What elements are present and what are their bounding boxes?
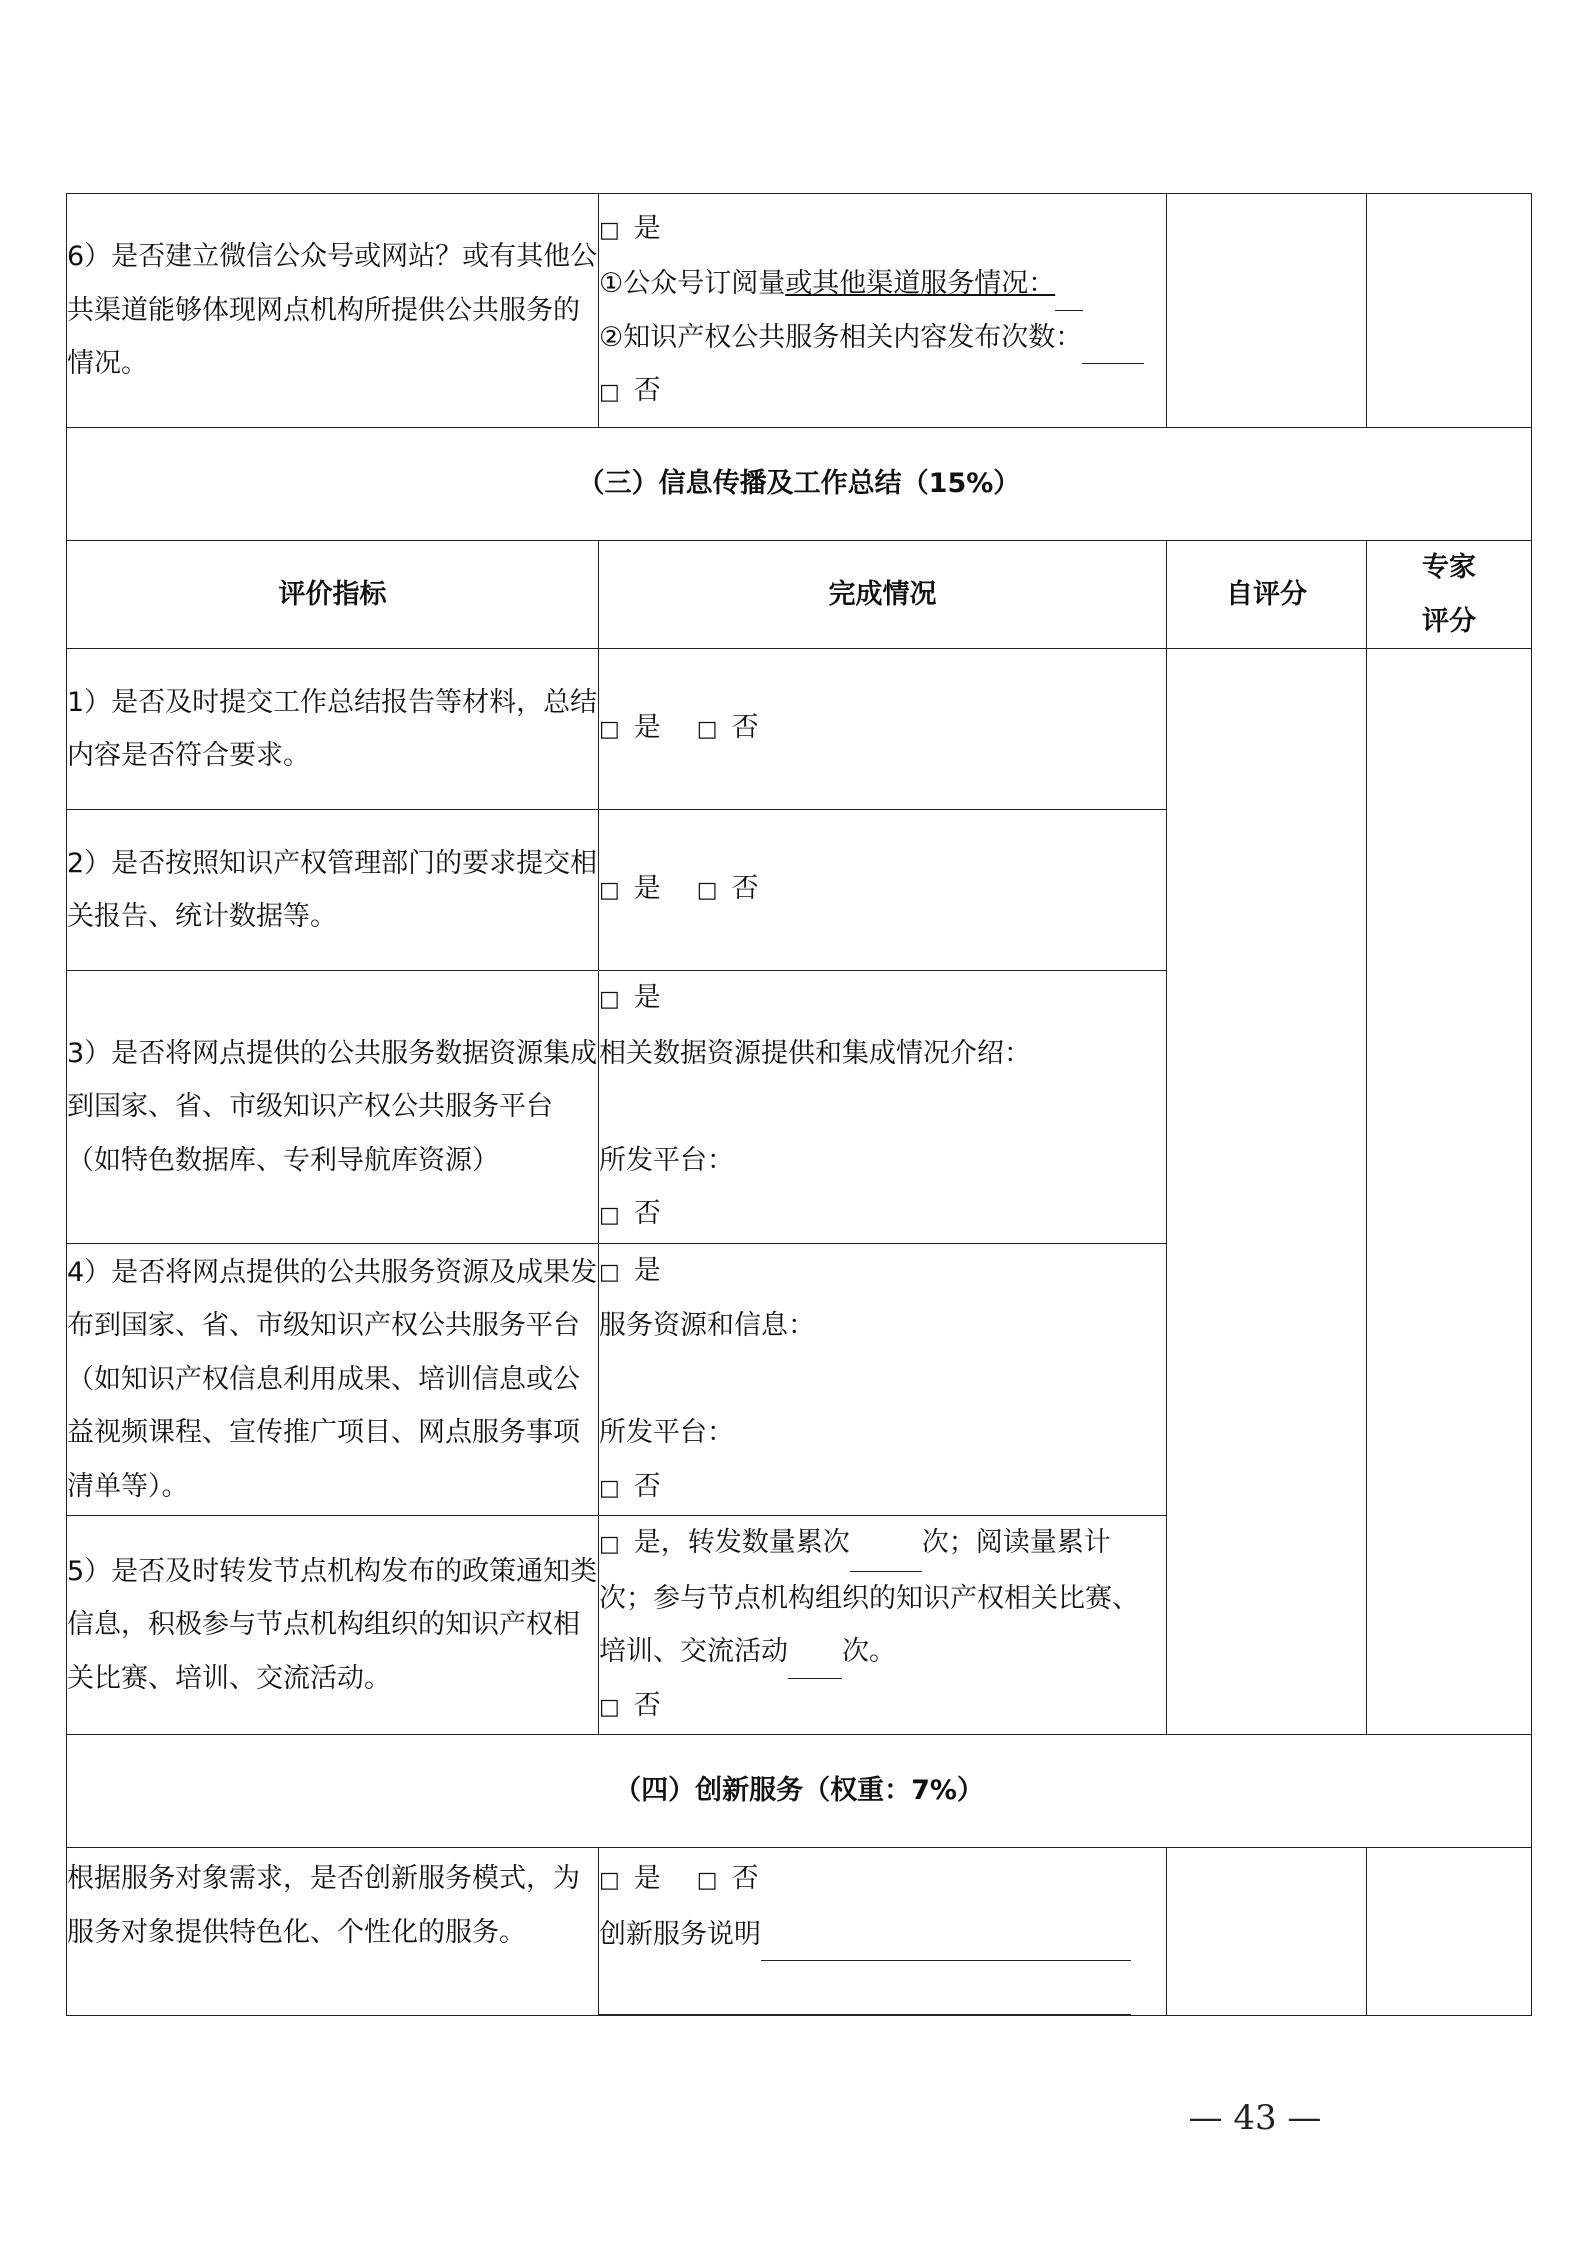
read-count-label: 次；阅读量累计 [921,1527,1111,1558]
answer-cell [599,1243,1167,1516]
question-cell [67,1848,599,2016]
section-title-row [67,428,1532,541]
sub2-label: ②知识产权公共服务相关内容发布次数： [599,321,1083,353]
section-3-title: （三）信息传播及工作总结（15%） [67,428,1532,541]
answer-cell [599,194,1167,428]
header-row [67,541,1532,649]
no-label: 否 [633,375,661,406]
self-score-cell[interactable] [1167,649,1367,1735]
self-score-cell[interactable] [1167,194,1367,428]
section-4-title: （四）创新服务（权重：7%） [67,1735,1532,1848]
question-text: 3）是否将网点提供的公共服务数据资源集成到国家、省、市级知识产权公共服务平台（如特色数据库、专利导航库资源） [67,1037,598,1176]
innovation-note-blank[interactable] [761,1922,1131,1961]
question-text: 2）是否按照知识产权管理部门的要求提交相关报告、统计数据等。 [67,847,598,932]
sub1-label: ①公众号订阅量 [599,268,786,299]
yes-checkbox[interactable]: □ [599,1259,620,1285]
innovation-note-blank-2[interactable] [599,1976,1131,2015]
header-indicator: 评价指标 [67,541,599,649]
expert-score-cell[interactable] [1367,1848,1532,2016]
page-number: — 43 — [1188,2098,1322,2138]
sub2-blank[interactable] [1082,325,1144,364]
yes-checkbox[interactable]: □ [599,1532,620,1557]
activity-count-blank[interactable] [788,1640,842,1679]
yes-label: 是 [633,873,661,905]
platform-label: 所发平台： [599,1417,734,1448]
evaluation-table [66,193,1532,2016]
question-cell [67,971,599,1244]
header-expert-score [1367,541,1532,649]
answer-cell [599,810,1167,971]
question-text: 4）是否将网点提供的公共服务资源及成果发布到国家、省、市级知识产权公共服务平台（如知识产权信息利用成果、培训信息或公益视频课程、宣传推广项目、网点服务事项清单等）。 [67,1256,598,1502]
no-label: 否 [731,712,759,744]
answer-cell [599,1516,1167,1735]
no-label: 否 [731,1863,759,1894]
no-checkbox[interactable]: □ [599,1475,620,1501]
question-text: 6）是否建立微信公众号或网站？或有其他公共渠道能够体现网点机构所提供公共服务的情况。 [67,241,598,380]
no-checkbox[interactable]: □ [696,1868,718,1893]
question-text: 1）是否及时提交工作总结报告等材料，总结内容是否符合要求。 [67,686,598,771]
yes-checkbox[interactable]: □ [599,717,620,743]
sub1-underlined: 或其他渠道服务情况： [785,268,1056,299]
question-cell [67,194,599,428]
question-cell [67,810,599,971]
yes-label: 是 [633,1254,661,1286]
no-checkbox[interactable]: □ [696,878,718,904]
forward-count-label: 是，转发数量累次 [633,1527,850,1558]
yes-label: 是 [633,982,661,1013]
question-cell [67,1516,599,1735]
no-checkbox[interactable]: □ [599,1694,620,1720]
header-expert-line2: 评分 [1422,605,1476,637]
self-score-cell[interactable] [1167,1848,1367,2016]
yes-label: 是 [633,1863,661,1894]
participation-label: 次；参与节点机构组织的知识产权相关比赛、 [599,1582,1139,1614]
innovation-note-label: 创新服务说明 [599,1918,761,1950]
header-self-score: 自评分 [1167,541,1367,649]
answer-cell [599,971,1167,1244]
yes-checkbox[interactable]: □ [599,987,620,1012]
header-status: 完成情况 [599,541,1167,649]
forward-count-blank[interactable] [850,1533,922,1572]
no-checkbox[interactable]: □ [696,717,718,743]
sub1-blank[interactable] [1055,272,1083,311]
question-text: 根据服务对象需求，是否创新服务模式，为服务对象提供特色化、个性化的服务。 [67,1863,580,1948]
table-row [67,194,1532,428]
section-title-row [67,1735,1532,1848]
answer-cell [599,649,1167,810]
table-row [67,649,1532,810]
answer-cell [599,1848,1167,2016]
question-text: 5）是否及时转发节点机构发布的政策通知类信息，积极参与节点机构组织的知识产权相关比赛、培训、交流活动。 [67,1555,598,1694]
expert-score-cell[interactable] [1367,649,1532,1735]
no-label: 否 [633,1689,661,1721]
yes-checkbox[interactable]: □ [599,217,620,243]
expert-score-cell[interactable] [1367,194,1532,428]
yes-checkbox[interactable]: □ [599,1868,620,1893]
table-row [67,1848,1532,2016]
no-label: 否 [633,1470,661,1502]
detail-label: 服务资源和信息： [599,1310,815,1341]
no-checkbox[interactable]: □ [599,1203,620,1228]
detail-label: 相关数据资源提供和集成情况介绍： [599,1037,1031,1069]
yes-checkbox[interactable]: □ [599,878,620,904]
header-expert-line1: 专家 [1422,552,1476,583]
activity-label: 培训、交流活动 [599,1636,788,1667]
no-label: 否 [731,873,759,905]
times-label: 次。 [842,1636,896,1667]
yes-label: 是 [633,712,661,744]
no-checkbox[interactable]: □ [599,380,620,405]
question-cell [67,649,599,810]
yes-label: 是 [633,212,661,244]
platform-label: 所发平台： [599,1144,734,1176]
question-cell [67,1243,599,1516]
no-label: 否 [633,1198,661,1229]
